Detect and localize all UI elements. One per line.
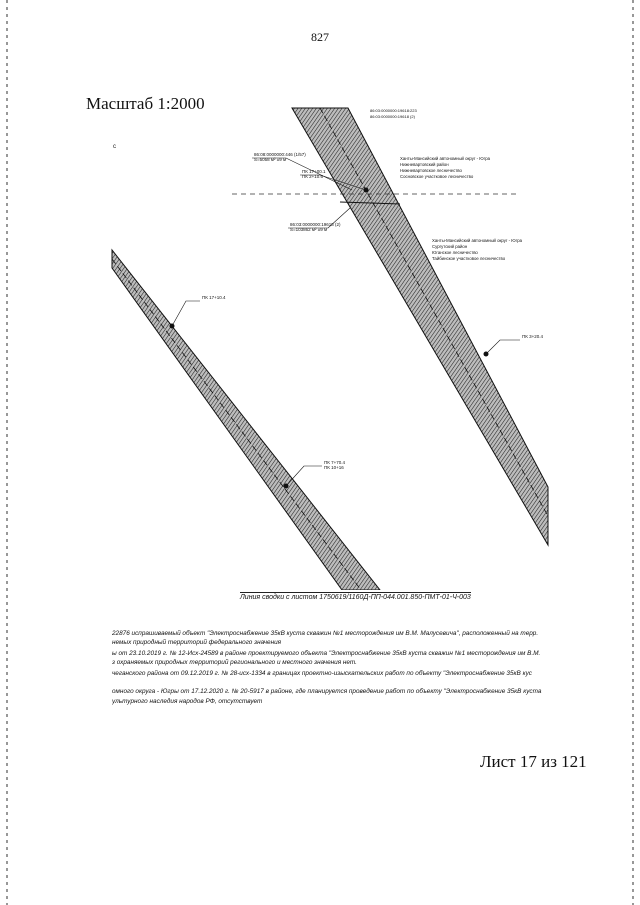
stake-label: ПК 3+20.4 bbox=[522, 334, 543, 339]
stake-label: ПК 2+10.6 bbox=[302, 174, 323, 179]
parcel-label: S=103862 м² ±9 м bbox=[290, 227, 328, 232]
note-line: немых природный территорий федерального значения bbox=[112, 639, 282, 646]
note-line: ультурного наследия народов РФ, отсутствует bbox=[112, 698, 263, 705]
leader-line bbox=[172, 301, 200, 326]
area-text: Ханты-Мансийский автономный округ - Югра bbox=[432, 238, 522, 243]
area-text: Сургутский район bbox=[432, 244, 468, 249]
stake-label: ПК 10+16 bbox=[324, 465, 344, 470]
match-line-label: Линия сводки с листом 1750619/1160Д-ПП-044.001.850-ПМТ-01-Ч-003 bbox=[240, 594, 471, 601]
note-line: 22876 испрашиваемый объект "Электроснабжение 35кВ куста скважин №1 месторождения им В.М. Малусевича", расположенный на терр. bbox=[112, 630, 539, 637]
note-line: омного округа - Югры от 17.12.2020 г. № 20-5917 в районе, где планируется проведение работ по объекту "Электроснабжение 35кВ куста bbox=[112, 688, 542, 695]
stake-label: ПК 17+00.1 bbox=[302, 169, 326, 174]
area-text: Нижневартовский район bbox=[400, 162, 449, 167]
stake-label: ПК 7+70.4 bbox=[324, 460, 345, 465]
page-number: 827 bbox=[311, 30, 329, 44]
leader-line bbox=[486, 340, 520, 354]
parcel-label: 86:03:0000000:19618:223 bbox=[370, 108, 417, 113]
stake-label: ПК 17+10.4 bbox=[202, 295, 226, 300]
corridor-left bbox=[112, 250, 380, 590]
area-text: Тайбинское участковое лесничество bbox=[432, 256, 506, 261]
area-text: Нижневартовское лесничество bbox=[400, 168, 462, 173]
axis-left bbox=[112, 259, 361, 590]
note-line: з охраняемых природных территорий регионального и местного значения нет. bbox=[112, 659, 357, 666]
parcel-label: 86:03:0000000:19618 (2) bbox=[370, 114, 415, 119]
note-line: ы от 23.10.2019 г. № 12-Исх-24589 в районе проектируемого объекта "Электроснабжение 35кВ куста скважин №1 месторождения им В.М. bbox=[112, 650, 541, 657]
parcel-label: 86:08:0000000:446 (1/57) bbox=[254, 152, 306, 157]
parcel-label: S=5058 м² ±9 м bbox=[254, 157, 287, 162]
note-line: чеганского района от 09.12.2019 г. № 28-исх-1334 в границах проектно-изыскательских работ по объекту "Электроснабжение 35кВ кус bbox=[112, 670, 532, 677]
area-text: Ханты-Мансийский автономный округ - Югра bbox=[400, 156, 490, 161]
scale-label: Масштаб 1:2000 bbox=[86, 94, 205, 113]
north-mark: с bbox=[113, 144, 116, 150]
area-text: Сосновское участковое лесничество bbox=[400, 174, 474, 179]
sheet-label: Лист 17 из 121 bbox=[480, 752, 587, 771]
area-text: Юганское лесничество bbox=[432, 250, 478, 255]
parcel-label: 86:03:0000000:19618 (2) bbox=[290, 222, 341, 227]
